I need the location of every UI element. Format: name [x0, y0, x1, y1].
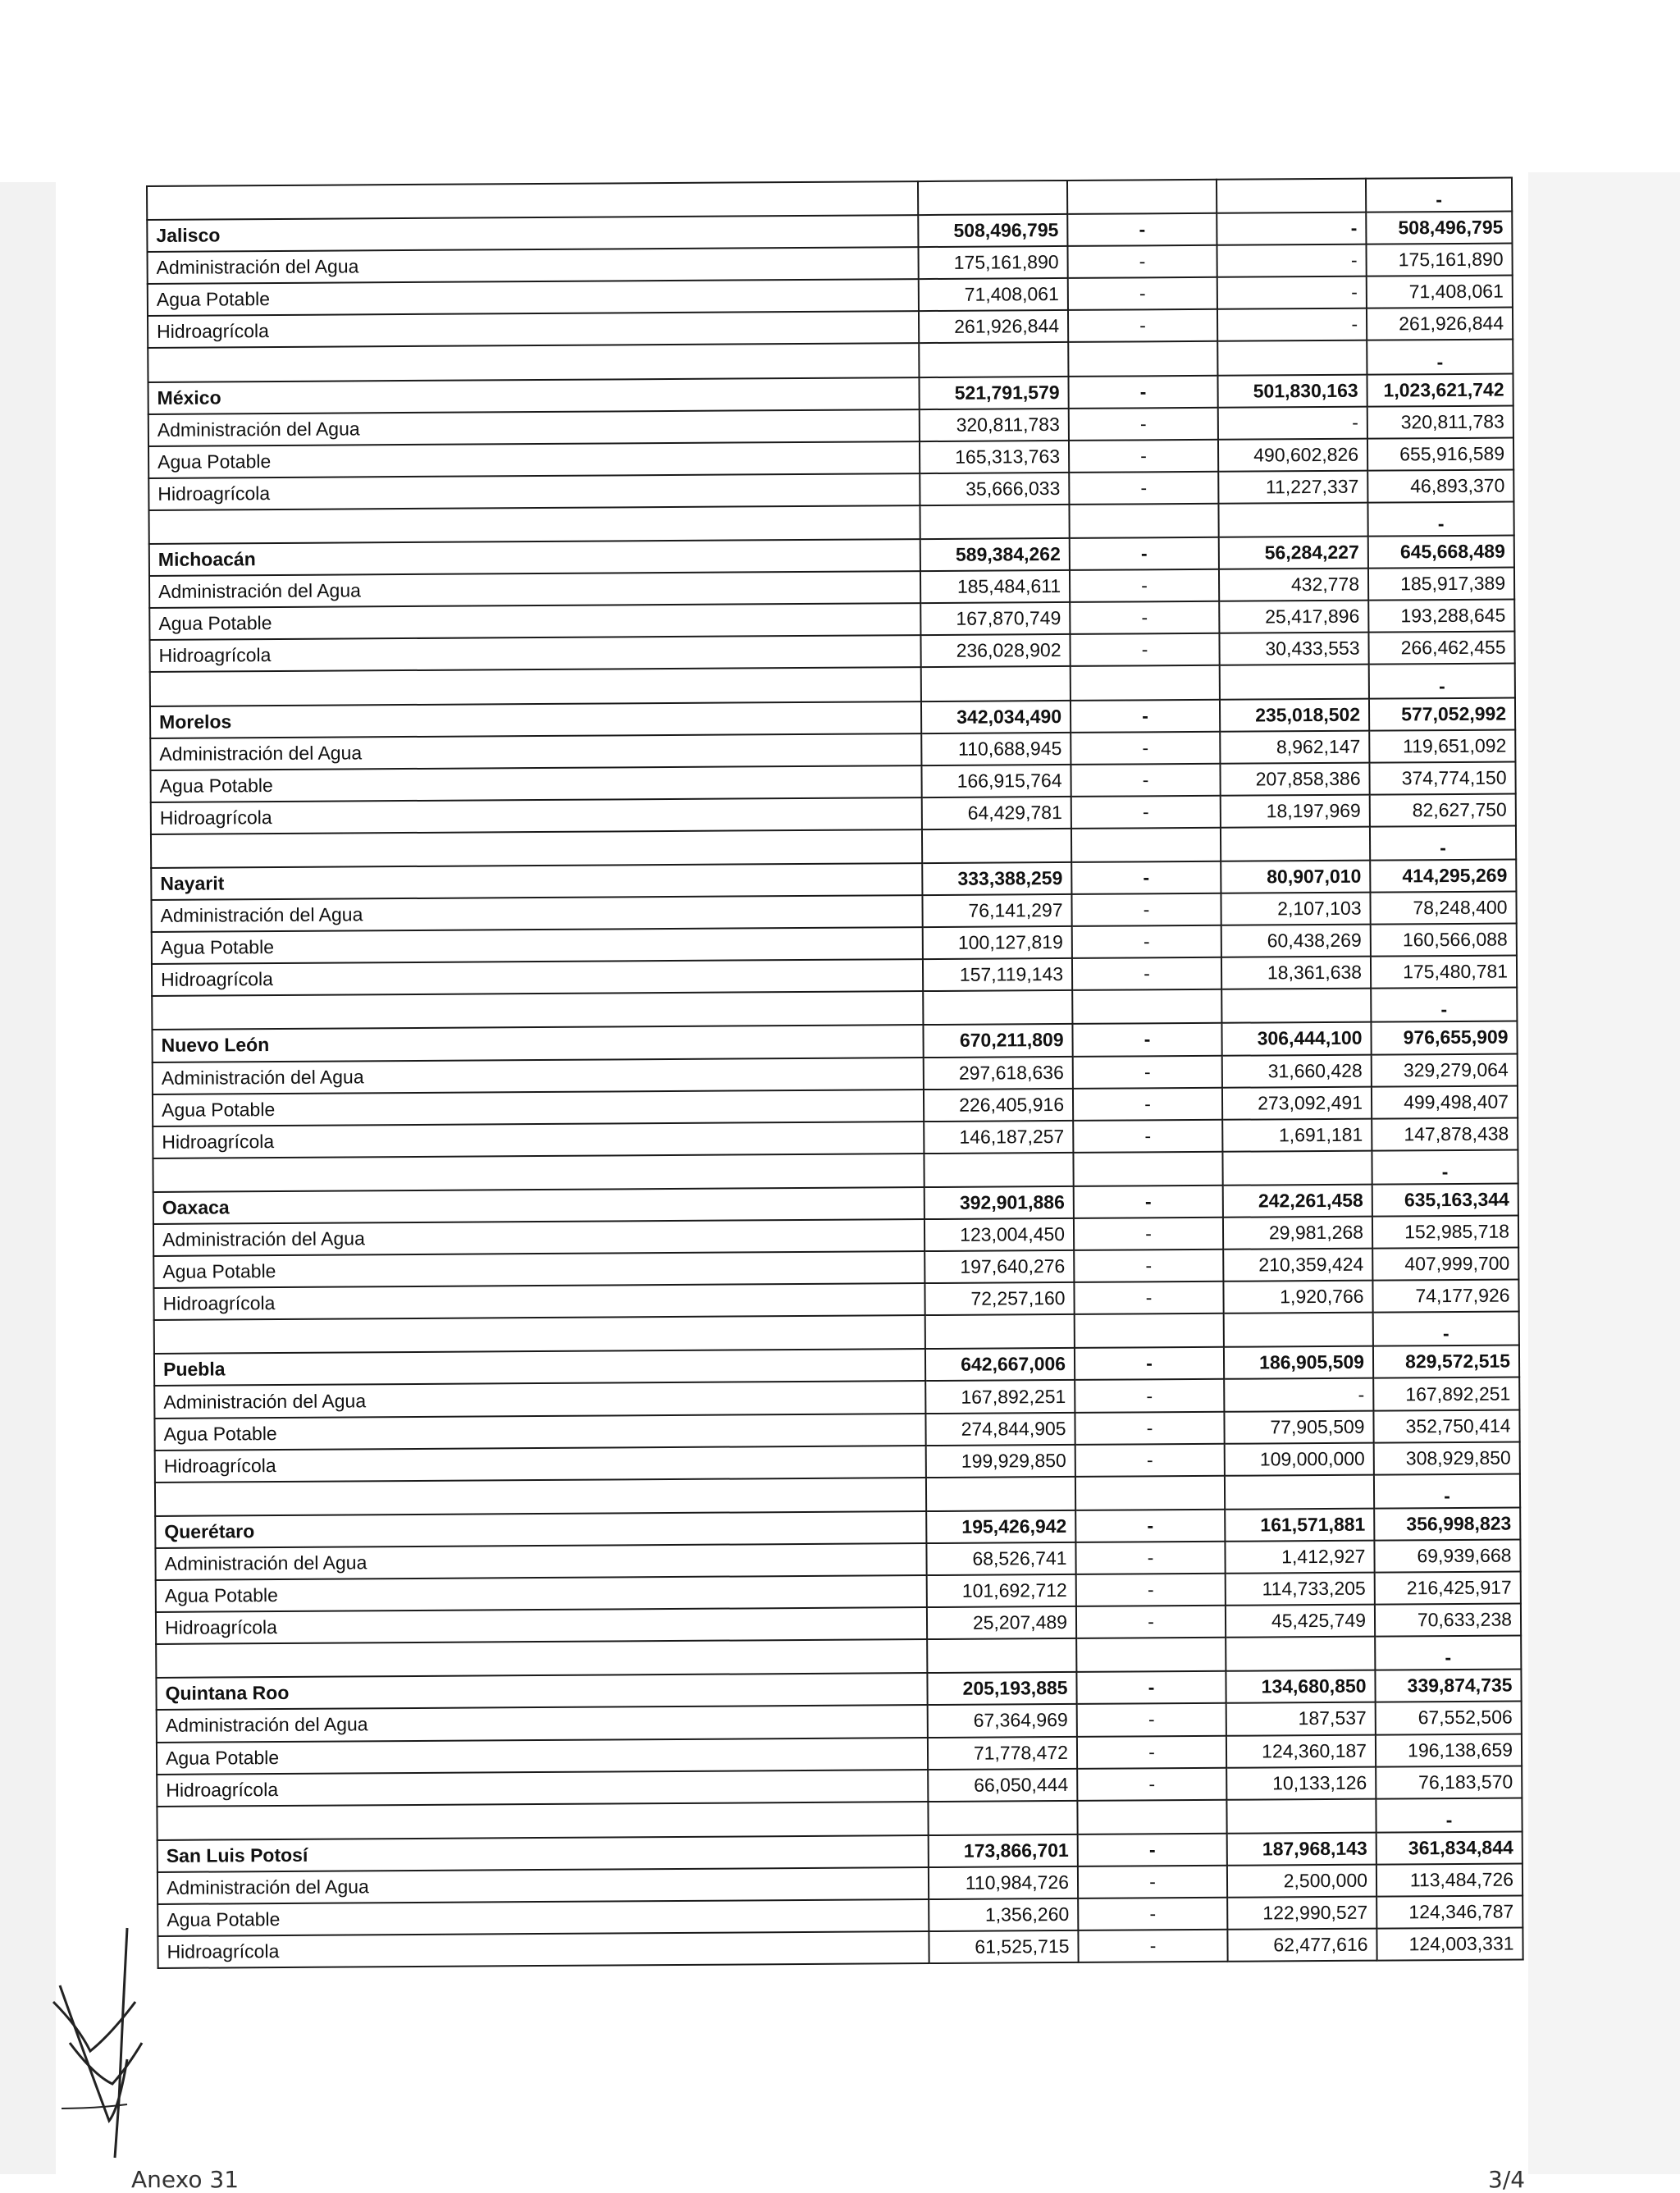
row-col1-value: 146,187,257 — [924, 1121, 1073, 1154]
state-col2-value: - — [1075, 1510, 1225, 1542]
state-name: San Luis Potosí — [158, 1835, 929, 1872]
state-col3-value: 80,907,010 — [1221, 861, 1370, 893]
row-label: Hidroagrícola — [148, 311, 919, 348]
spacer-cell — [1067, 180, 1217, 214]
row-col1-value: 236,028,902 — [920, 634, 1070, 667]
spacer-cell — [925, 1314, 1075, 1349]
row-col2-value: - — [1071, 731, 1220, 764]
row-total-value: 175,161,890 — [1366, 244, 1512, 276]
row-label: Agua Potable — [156, 1575, 927, 1612]
state-col1-value: 205,193,885 — [927, 1672, 1076, 1705]
row-total-value: 76,183,570 — [1376, 1766, 1522, 1798]
footer-annex-label: Anexo 31 — [131, 2166, 240, 2193]
state-name: Puebla — [154, 1349, 925, 1386]
spacer-cell — [147, 181, 918, 220]
row-col2-value: - — [1078, 1866, 1227, 1898]
spacer-cell — [1221, 827, 1370, 861]
row-col1-value: 261,926,844 — [919, 310, 1068, 343]
row-label: Agua Potable — [150, 765, 921, 802]
row-label: Administración del Agua — [155, 1543, 926, 1580]
state-name: Morelos — [150, 701, 921, 738]
row-col3-value: 10,133,126 — [1226, 1766, 1376, 1799]
row-col3-value: 77,905,509 — [1224, 1410, 1373, 1443]
state-total-value: 339,874,735 — [1375, 1670, 1521, 1702]
row-col1-value: 166,915,764 — [921, 765, 1071, 797]
row-label: Administración del Agua — [149, 571, 920, 608]
row-col2-value: - — [1075, 1443, 1225, 1476]
row-total-value: 147,878,438 — [1372, 1117, 1518, 1150]
spacer-cell — [157, 1802, 928, 1840]
state-name: Nayarit — [151, 863, 922, 900]
spacer-cell — [1073, 1152, 1222, 1186]
row-col2-value: - — [1077, 1767, 1226, 1800]
row-total-value: 216,425,917 — [1375, 1572, 1521, 1605]
spacer-cell — [1217, 179, 1366, 213]
spacer-cell — [1076, 1638, 1226, 1672]
row-label: Hidroagrícola — [153, 1122, 924, 1158]
row-label: Hidroagrícola — [149, 635, 920, 672]
row-total-value: 78,248,400 — [1370, 892, 1516, 925]
row-col1-value: 110,984,726 — [929, 1866, 1078, 1899]
spacer-mark: - — [1372, 1149, 1518, 1184]
spacer-cell — [923, 990, 1072, 1025]
row-label: Hidroagrícola — [151, 797, 922, 834]
row-col3-value: 31,660,428 — [1222, 1054, 1372, 1087]
spacer-cell — [1071, 665, 1220, 700]
state-name: Quintana Roo — [156, 1673, 927, 1710]
row-col3-value: 124,360,187 — [1226, 1734, 1376, 1767]
spacer-mark: - — [1371, 988, 1517, 1022]
state-name: Nuevo León — [152, 1026, 923, 1062]
spacer-cell — [1222, 1150, 1372, 1185]
row-total-value: 499,498,407 — [1372, 1085, 1518, 1118]
row-col1-value: 197,640,276 — [924, 1250, 1074, 1283]
row-total-value: 266,462,455 — [1368, 632, 1514, 665]
row-col2-value: - — [1077, 1735, 1226, 1768]
row-col2-value: - — [1071, 763, 1220, 796]
row-col3-value: - — [1217, 276, 1367, 309]
footer-page-number: 3/4 — [1488, 2166, 1526, 2193]
row-col1-value: 274,844,905 — [925, 1412, 1075, 1445]
state-col1-value: 392,901,886 — [924, 1186, 1074, 1219]
row-label: Agua Potable — [154, 1414, 925, 1451]
row-col2-value: - — [1071, 893, 1221, 926]
row-label: Hidroagrícola — [148, 473, 920, 510]
row-total-value: 74,177,926 — [1372, 1280, 1518, 1313]
state-total-value: 508,496,795 — [1366, 212, 1512, 244]
state-col3-value: 242,261,458 — [1223, 1185, 1372, 1218]
spacer-mark: - — [1373, 1312, 1519, 1346]
row-col3-value: 30,433,553 — [1219, 633, 1368, 665]
row-col1-value: 157,119,143 — [923, 958, 1072, 991]
state-col3-value: 306,444,100 — [1221, 1022, 1371, 1055]
row-col3-value: 207,858,386 — [1220, 762, 1369, 795]
row-col1-value: 76,141,297 — [922, 894, 1071, 927]
state-col2-value: - — [1072, 1023, 1221, 1056]
state-col2-value: - — [1067, 213, 1217, 246]
row-total-value: 69,939,668 — [1374, 1539, 1520, 1572]
row-total-value: 124,346,787 — [1376, 1895, 1522, 1928]
state-col2-value: - — [1071, 699, 1220, 732]
state-total-value: 976,655,909 — [1371, 1021, 1517, 1054]
spacer-cell — [927, 1638, 1076, 1673]
state-col2-value: - — [1071, 861, 1221, 894]
row-total-value: 308,929,850 — [1374, 1441, 1520, 1474]
row-col1-value: 167,870,749 — [920, 602, 1070, 635]
row-col2-value: - — [1073, 1055, 1222, 1088]
spacer-cell — [920, 505, 1069, 539]
state-col1-value: 342,034,490 — [921, 700, 1071, 733]
row-total-value: 196,138,659 — [1376, 1734, 1522, 1766]
state-col3-value: 186,905,509 — [1224, 1346, 1373, 1379]
row-col2-value: - — [1074, 1282, 1223, 1314]
state-name: Jalisco — [147, 215, 918, 252]
row-col1-value: 100,127,819 — [923, 926, 1072, 959]
row-col1-value: 297,618,636 — [924, 1056, 1073, 1089]
row-total-value: 82,627,750 — [1370, 793, 1516, 826]
row-col1-value: 167,892,251 — [925, 1380, 1075, 1413]
spacer-cell — [150, 667, 921, 706]
spacer-cell — [1221, 989, 1371, 1023]
row-label: Hidroagrícola — [153, 1283, 924, 1320]
row-col1-value: 68,526,741 — [926, 1542, 1075, 1575]
state-col3-value: 235,018,502 — [1220, 698, 1369, 731]
row-total-value: 119,651,092 — [1369, 729, 1515, 762]
row-col1-value: 110,688,945 — [921, 733, 1071, 765]
budget-table-body — [147, 178, 1523, 1969]
spacer-cell — [1072, 989, 1221, 1024]
spacer-cell — [924, 1153, 1073, 1187]
row-col1-value: 71,408,061 — [919, 278, 1068, 311]
spacer-cell — [153, 1154, 924, 1192]
row-col2-value: - — [1075, 1411, 1224, 1444]
spacer-cell — [1220, 665, 1369, 699]
row-col2-value: - — [1074, 1250, 1223, 1282]
spacer-cell — [926, 1477, 1075, 1511]
state-name: Oaxaca — [153, 1187, 924, 1224]
state-col1-value: 670,211,809 — [923, 1024, 1072, 1057]
state-col1-value: 173,866,701 — [929, 1834, 1078, 1867]
row-col3-value: 45,425,749 — [1226, 1605, 1375, 1638]
row-col3-value: 2,500,000 — [1227, 1864, 1376, 1897]
row-label: Administración del Agua — [158, 1867, 929, 1904]
row-total-value: 152,985,718 — [1372, 1216, 1518, 1249]
row-col1-value: 1,356,260 — [929, 1898, 1078, 1931]
state-col2-value: - — [1078, 1834, 1227, 1866]
row-total-value: 71,408,061 — [1367, 276, 1513, 308]
spacer-mark: - — [1370, 825, 1516, 860]
state-col3-value: - — [1217, 212, 1366, 245]
row-col3-value: 210,359,424 — [1223, 1249, 1372, 1282]
state-col3-value: 134,680,850 — [1226, 1670, 1375, 1703]
row-col2-value: - — [1078, 1930, 1227, 1962]
spacer-cell — [156, 1639, 927, 1678]
row-col1-value: 72,257,160 — [924, 1282, 1074, 1315]
spacer-cell — [1224, 1313, 1373, 1347]
row-col2-value: - — [1075, 1379, 1224, 1412]
row-col3-value: 18,197,969 — [1221, 794, 1370, 827]
row-col3-value: 1,920,766 — [1223, 1281, 1372, 1314]
row-col3-value: 114,733,205 — [1226, 1573, 1375, 1606]
row-col3-value: - — [1224, 1378, 1373, 1411]
state-total-value: 1,023,621,742 — [1367, 373, 1513, 406]
spacer-cell — [148, 344, 919, 382]
row-col2-value: - — [1069, 472, 1218, 505]
row-label: Agua Potable — [153, 1090, 924, 1126]
row-col2-value: - — [1073, 1119, 1222, 1152]
scan-margin-left — [0, 182, 56, 2174]
row-label: Administración del Agua — [148, 247, 919, 284]
row-col3-value: 187,537 — [1226, 1702, 1376, 1735]
row-col1-value: 199,929,850 — [926, 1445, 1075, 1478]
state-col3-value: 56,284,227 — [1219, 537, 1368, 569]
spacer-cell — [918, 180, 1067, 215]
state-total-value: 361,834,844 — [1376, 1831, 1522, 1864]
row-label: Hidroagrícola — [156, 1607, 927, 1644]
row-col2-value: - — [1069, 407, 1218, 440]
state-name: Querétaro — [155, 1511, 926, 1548]
row-col3-value: 1,412,927 — [1225, 1541, 1374, 1574]
row-col3-value: - — [1218, 406, 1367, 439]
state-col1-value: 508,496,795 — [918, 214, 1067, 247]
spacer-cell — [1217, 340, 1367, 375]
row-col1-value: 175,161,890 — [918, 246, 1067, 279]
row-col3-value: 8,962,147 — [1220, 730, 1369, 763]
spacer-cell — [1069, 504, 1218, 538]
row-col2-value: - — [1071, 796, 1221, 829]
row-col3-value: 29,981,268 — [1223, 1217, 1372, 1250]
row-label: Administración del Agua — [157, 1705, 928, 1742]
spacer-cell — [1068, 341, 1217, 376]
row-col3-value: 18,361,638 — [1221, 957, 1371, 989]
row-label: Hidroagrícola — [158, 1931, 929, 1968]
spacer-cell — [154, 1315, 925, 1354]
row-col1-value: 123,004,450 — [924, 1218, 1074, 1251]
state-total-value: 635,163,344 — [1372, 1183, 1518, 1216]
row-col3-value: 25,417,896 — [1219, 601, 1368, 633]
state-col2-value: - — [1074, 1186, 1223, 1218]
row-label: Agua Potable — [152, 927, 923, 964]
spacer-cell — [1071, 828, 1221, 862]
row-label: Administración del Agua — [154, 1382, 925, 1419]
state-total-value: 356,998,823 — [1374, 1507, 1520, 1540]
row-total-value: 46,893,370 — [1367, 469, 1513, 502]
row-label: Hidroagrícola — [152, 959, 923, 996]
row-col3-value: 122,990,527 — [1227, 1897, 1376, 1930]
row-label: Administración del Agua — [153, 1058, 924, 1094]
row-label: Administración del Agua — [151, 895, 922, 932]
row-col1-value: 101,692,712 — [927, 1574, 1076, 1607]
spacer-cell — [152, 991, 923, 1030]
row-col3-value: 2,107,103 — [1221, 893, 1370, 925]
row-col2-value: - — [1068, 277, 1217, 310]
spacer-cell — [921, 666, 1071, 701]
row-col2-value: - — [1070, 633, 1219, 666]
spacer-cell — [1225, 1474, 1374, 1509]
budget-table — [146, 177, 1524, 1970]
row-col1-value: 320,811,783 — [920, 409, 1069, 441]
row-col1-value: 25,207,489 — [927, 1606, 1076, 1639]
spacer-mark: - — [1375, 1636, 1521, 1670]
row-total-value: 352,750,414 — [1373, 1409, 1519, 1442]
state-col1-value: 642,667,006 — [925, 1348, 1075, 1381]
row-col3-value: - — [1217, 308, 1367, 341]
spacer-cell — [928, 1801, 1077, 1835]
row-col1-value: 35,666,033 — [920, 473, 1069, 505]
state-col3-value: 161,571,881 — [1225, 1508, 1374, 1541]
row-col3-value: 60,438,269 — [1221, 925, 1371, 957]
row-col3-value: 1,691,181 — [1222, 1118, 1372, 1151]
spacer-cell — [919, 342, 1068, 377]
state-name: Michoacán — [149, 539, 920, 576]
scan-margin-right — [1528, 172, 1680, 2174]
row-col1-value: 61,525,715 — [929, 1930, 1078, 1963]
row-col3-value: 490,602,826 — [1218, 438, 1367, 471]
row-label: Agua Potable — [153, 1251, 924, 1288]
state-col1-value: 333,388,259 — [922, 862, 1071, 895]
row-total-value: 193,288,645 — [1368, 600, 1514, 633]
row-total-value: 407,999,700 — [1372, 1248, 1518, 1281]
row-col2-value: - — [1076, 1606, 1226, 1638]
state-col3-value: 501,830,163 — [1217, 374, 1367, 407]
state-col1-value: 589,384,262 — [920, 538, 1070, 571]
state-col2-value: - — [1075, 1347, 1224, 1380]
row-col2-value: - — [1077, 1703, 1226, 1736]
row-col1-value: 71,778,472 — [928, 1736, 1077, 1769]
spacer-mark: - — [1374, 1473, 1520, 1508]
spacer-cell — [155, 1478, 926, 1516]
row-col2-value: - — [1070, 601, 1219, 634]
row-col3-value: 273,092,491 — [1222, 1086, 1372, 1119]
state-col2-value: - — [1070, 537, 1219, 570]
row-label: Agua Potable — [158, 1899, 929, 1936]
row-col2-value: - — [1074, 1218, 1223, 1250]
handwritten-signature — [45, 1912, 152, 2166]
state-col2-value: - — [1068, 375, 1217, 408]
spacer-mark: - — [1376, 1798, 1522, 1832]
spacer-mark: - — [1366, 178, 1512, 212]
row-col3-value: 109,000,000 — [1225, 1442, 1374, 1475]
row-total-value: 67,552,506 — [1376, 1702, 1522, 1734]
row-col1-value: 67,364,969 — [928, 1704, 1077, 1737]
spacer-cell — [1075, 1314, 1224, 1348]
row-label: Agua Potable — [149, 603, 920, 640]
row-col2-value: - — [1072, 925, 1221, 958]
spacer-cell — [151, 829, 922, 868]
row-label: Administración del Agua — [148, 409, 920, 446]
row-label: Agua Potable — [148, 279, 919, 316]
row-col2-value: - — [1072, 957, 1221, 990]
state-col3-value: 187,968,143 — [1227, 1832, 1376, 1865]
row-total-value: 261,926,844 — [1367, 308, 1513, 340]
row-col2-value: - — [1078, 1898, 1227, 1930]
row-col3-value: 11,227,337 — [1218, 470, 1367, 503]
spacer-cell — [1226, 1637, 1375, 1671]
spacer-mark: - — [1367, 501, 1513, 536]
row-total-value: 320,811,783 — [1367, 405, 1513, 438]
row-col1-value: 64,429,781 — [922, 797, 1071, 829]
row-col1-value: 226,405,916 — [924, 1089, 1073, 1122]
row-col1-value: 66,050,444 — [928, 1768, 1077, 1801]
row-label: Administración del Agua — [150, 733, 921, 770]
row-total-value: 329,279,064 — [1372, 1053, 1518, 1086]
state-col2-value: - — [1076, 1671, 1226, 1704]
row-total-value: 175,480,781 — [1371, 956, 1517, 989]
row-total-value: 374,774,150 — [1369, 761, 1515, 794]
row-col2-value: - — [1076, 1574, 1226, 1606]
row-total-value: 167,892,251 — [1373, 1377, 1519, 1410]
row-label: Hidroagrícola — [157, 1770, 928, 1807]
row-total-value: 124,003,331 — [1376, 1928, 1522, 1961]
row-col1-value: 185,484,611 — [920, 570, 1070, 603]
spacer-cell — [1077, 1799, 1226, 1834]
row-total-value: 113,484,726 — [1376, 1863, 1522, 1896]
row-label: Agua Potable — [157, 1738, 928, 1775]
row-col2-value: - — [1070, 569, 1219, 602]
spacer-cell — [1218, 503, 1367, 537]
state-total-value: 414,295,269 — [1370, 859, 1516, 892]
row-col2-value: - — [1075, 1542, 1225, 1574]
spacer-mark: - — [1367, 340, 1513, 374]
state-col1-value: 521,791,579 — [919, 377, 1068, 409]
row-col1-value: 165,313,763 — [920, 441, 1069, 473]
spacer-cell — [148, 505, 920, 544]
row-col2-value: - — [1073, 1087, 1222, 1120]
row-col3-value: 432,778 — [1219, 569, 1368, 601]
row-col3-value: - — [1217, 244, 1366, 277]
spacer-mark: - — [1369, 664, 1515, 698]
row-total-value: 160,566,088 — [1371, 924, 1517, 957]
spacer-cell — [922, 829, 1071, 863]
state-col1-value: 195,426,942 — [926, 1510, 1075, 1543]
state-total-value: 577,052,992 — [1369, 697, 1515, 730]
row-total-value: 185,917,389 — [1368, 568, 1514, 601]
row-col2-value: - — [1067, 245, 1217, 278]
row-total-value: 655,916,589 — [1367, 437, 1513, 470]
row-col2-value: - — [1068, 309, 1217, 342]
row-col2-value: - — [1069, 440, 1218, 473]
row-label: Hidroagrícola — [155, 1446, 926, 1483]
row-col3-value: 62,477,616 — [1227, 1929, 1376, 1962]
state-name: México — [148, 377, 920, 414]
spacer-cell — [1226, 1798, 1376, 1833]
state-total-value: 645,668,489 — [1368, 536, 1514, 569]
row-label: Administración del Agua — [153, 1219, 924, 1256]
state-total-value: 829,572,515 — [1373, 1345, 1519, 1378]
spacer-cell — [1075, 1476, 1225, 1510]
row-total-value: 70,633,238 — [1375, 1604, 1521, 1637]
row-label: Agua Potable — [148, 441, 920, 478]
